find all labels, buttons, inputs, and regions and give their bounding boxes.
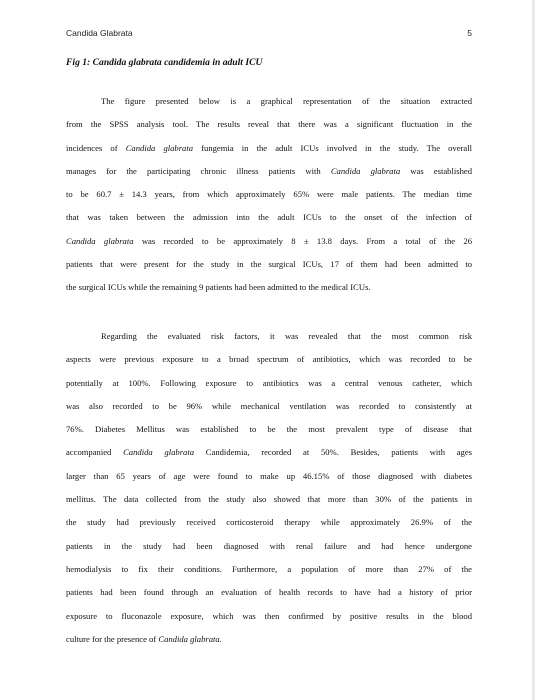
text-run: was recorded to be approximately 8 ± 13.8 days. From a total of the 26 — [133, 235, 473, 246]
italic-term: Candida glabrata — [123, 447, 195, 458]
text-line — [66, 418, 472, 441]
text-line — [66, 348, 472, 371]
text-run: was established — [400, 165, 472, 176]
text-run: 76%. Diabetes Mellitus was established to be the most prevalent type of disease that — [66, 424, 472, 435]
text-line — [66, 137, 472, 160]
running-header-title: Candida Glabrata — [66, 28, 133, 38]
text-run: potentially at 100%. Following exposure to antibiotics was a central venous catheter, which — [66, 377, 472, 388]
text-line — [66, 581, 472, 604]
text-run: that was taken between the admission into the adult ICUs to the onset of the infection of — [66, 212, 472, 223]
text-line — [66, 441, 472, 464]
text-line — [66, 465, 472, 488]
text-run: fungemia in the adult ICUs involved in the study. The overall — [193, 142, 472, 153]
text-run: was also recorded to be 96% while mechanical ventilation was recorded to consistently at — [66, 400, 472, 411]
text-run: hemodialysis to fix their conditions. Furthermore, a population of more than 27% of the — [66, 563, 472, 574]
text-line — [66, 395, 472, 418]
italic-term: Candida glabrata — [330, 165, 401, 176]
text-line — [66, 183, 472, 206]
text-line — [66, 511, 472, 534]
text-run: patients had been found through an evaluation of health records to have had a history of prior — [66, 587, 472, 598]
text-line — [66, 253, 472, 276]
text-run: Candidemia, recorded at 50%. Besides, patients with ages — [194, 447, 473, 458]
text-run: mellitus. The data collected from the study also showed that more than 30% of the patients in — [66, 494, 472, 505]
text-line — [66, 206, 472, 229]
text-line — [66, 628, 472, 651]
text-line — [66, 558, 472, 581]
paragraph-risk-factors — [66, 325, 472, 651]
italic-term: Candida glabrata — [66, 235, 134, 246]
text-line — [66, 160, 472, 183]
text-line — [66, 372, 472, 395]
text-run: the study had previously received corticosteroid therapy while approximately 26.9% of the — [66, 517, 472, 528]
text-run: accompanied — [66, 447, 124, 458]
text-line — [66, 488, 472, 511]
text-line — [66, 230, 472, 253]
figure-heading: Fig 1: Candida glabrata candidemia in adult ICU — [66, 57, 263, 68]
text-line — [66, 535, 472, 558]
italic-term: Candida glabrata. — [158, 633, 222, 644]
paragraph-results — [66, 90, 472, 300]
italic-term: Candida glabrata — [125, 142, 194, 153]
text-run: incidences of — [66, 142, 126, 153]
text-run: to be 60.7 ± 14.3 years, from which approximately 65% were male patients. The median time — [66, 189, 472, 200]
text-run: patients that were present for the study in the surgical ICUs, 17 of them had been admitted to — [66, 259, 472, 270]
text-run: the surgical ICUs while the remaining 9 patients had been admitted to the medical ICUs. — [66, 282, 371, 293]
text-run: exposure to fluconazole exposure, which was then confirmed by positive results in the blood — [66, 610, 472, 621]
text-line — [66, 90, 472, 113]
text-run: larger than 65 years of age were found to make up 46.15% of those diagnosed with diabetes — [66, 470, 472, 481]
text-run: aspects were previous exposure to a broad spectrum of antibiotics, which was recorded to be — [66, 354, 472, 365]
text-run: Regarding the evaluated risk factors, it was revealed that the most common risk — [101, 331, 472, 341]
text-run: patients in the study had been diagnosed with renal failure and had hence undergone — [66, 540, 472, 551]
text-line — [66, 325, 472, 348]
page-number: 5 — [467, 28, 472, 38]
text-run: from the SPSS analysis tool. The results reveal that there was a significant fluctuation in the — [66, 119, 472, 130]
text-line — [66, 276, 472, 299]
text-run: The figure presented below is a graphical representation of the situation extracted — [101, 96, 472, 106]
text-run: culture for the presence of — [66, 633, 159, 644]
text-line — [66, 605, 472, 628]
text-line — [66, 113, 472, 136]
text-run: manages for the participating chronic illness patients with — [66, 165, 331, 176]
